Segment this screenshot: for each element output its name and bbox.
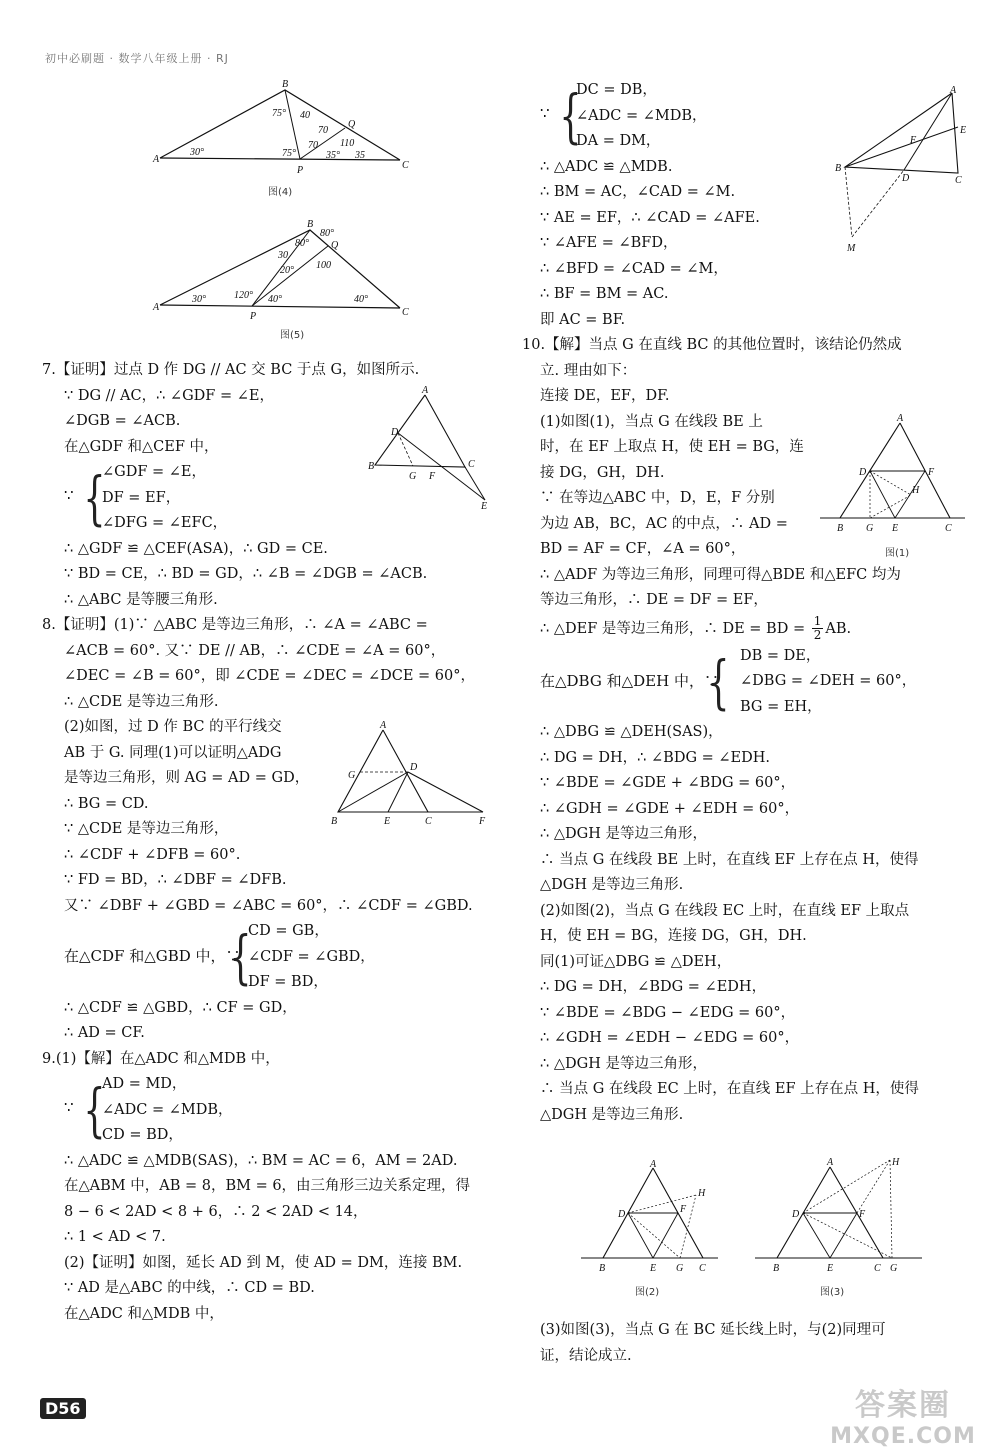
because-symbol: ∵ [64,486,74,504]
q8-brace-row: CD = GB， [248,923,329,939]
q8-line: ∵ FD = BD，∴ ∠DBF = ∠DFB. [64,872,287,888]
q10-line: ∴ △DGH 是等边三角形， [540,826,707,842]
q10-2-label-g: G [676,1263,684,1274]
q9-label-m: M [847,243,856,254]
figure-5 [150,218,410,323]
q8-line: ∴ BG = CD. [64,795,149,812]
because-symbol: 在△CDF 和△GBD 中，∵ [64,947,241,965]
q7-brace-row: DF = EF， [102,489,181,506]
q10-line: ∴ 当点 G 在线段 BE 上时，在直线 EF 上存在点 H，使得 [540,851,919,868]
q8-label-f: F [479,816,486,827]
q8-line: ∠DEC = ∠B = 60°，即 ∠CDE = ∠DEC = ∠DCE = 60°， [64,668,475,684]
q10-3-label-a: A [827,1157,834,1168]
q10-1-label-a: A [897,413,904,424]
q8-label-g: G [348,770,356,781]
q8-label-c: C [425,816,432,827]
q9c-line: ∴ ∠BFD = ∠CAD = ∠M， [540,260,728,277]
q10-2-label-d: D [618,1209,626,1220]
q10-2-label-e: E [650,1263,657,1274]
q9c-brace-row: DA = DM， [576,133,661,149]
q8-line: ∠ACB = 60°. 又∵ DE // AB，∴ ∠CDE = ∠A = 60°， [64,642,446,659]
fraction-numerator: 1 [813,614,822,628]
q8-line: ∴ ∠CDF + ∠DFB = 60°. [64,846,241,863]
q10-line: H，使 EH = BG，连接 DG，GH，DH. [540,928,807,944]
q10-line: ∴ 当点 G 在线段 EC 上时，在直线 EF 上存在点 H，使得 [540,1081,919,1097]
because-symbol: ∵ [64,1098,74,1116]
q8-line: 又∵ ∠DBF + ∠GBD = ∠ABC = 60°，∴ ∠CDF = ∠GBD. [64,897,473,914]
fig4-label-c: C [402,160,409,171]
fig5-label-c: C [402,307,409,318]
q9-cont-brace-system [540,78,970,155]
q10-3-label-b: B [773,1263,780,1274]
fig4-angle-70b: 70 [308,140,318,151]
brace-icon: { [229,923,252,991]
q8-label-a: A [380,720,387,731]
q7-brace-system [42,460,497,537]
q9-label-a: A [950,85,957,96]
q9-line: 8 − 6 < 2AD < 8 + 6，∴ 2 < 2AD < 14， [64,1203,368,1220]
q9c-line: ∴ BM = AC，∠CAD = ∠M. [540,184,736,200]
q10-line: ∴ DG = DH，∠BDG = ∠EDH， [540,979,767,995]
fig5-angle-20: 20° [280,265,294,276]
q10-2-label-b: B [599,1263,606,1274]
q10-line: 为边 AB，BC，AC 的中点，∴ AD = [540,515,788,532]
fig5-angle-120: 120° [234,290,253,301]
q7-brace-row: ∠DFG = ∠EFC， [102,515,228,531]
q10-1-label-h: H [912,485,920,496]
fig4-angle-35a: 35° [326,150,340,161]
q10-final [540,1318,970,1369]
q9-label-c: C [955,175,962,186]
page-number: D56 [40,1398,86,1419]
watermark-logo [828,1380,978,1449]
q10-fraction-line [540,614,970,644]
q10-1-label-e: E [892,523,899,534]
fig4-angle-75: 75° [272,108,286,119]
q7-line: ∵ BD = CE，∴ BD = GD，∴ ∠B = ∠DGB = ∠ACB. [64,566,428,582]
q8-line: ∴ △CDF ≌ △GBD，∴ CF = GD， [64,999,297,1016]
q10-line: (1)如图(1)，当点 G 在线段 BE 上 [540,413,763,430]
q9c-line: ∵ AE = EF，∴ ∠CAD = ∠AFE. [540,209,760,226]
q9-label-b: B [835,163,842,174]
q8-label-e: E [384,816,391,827]
q7-line: 在△GDF 和△CEF 中， [64,438,219,455]
brace-icon: { [83,464,106,532]
fig5-label-a: A [153,302,160,313]
fig4-angle-35b: 35 [355,150,365,161]
q10-line: △DGH 是等边三角形. [540,877,684,893]
fig4-angle-110: 110 [340,138,355,149]
q8-label-d: D [410,762,418,773]
fig5-label-p: P [250,311,257,322]
q10-brace-system [540,644,970,721]
fig4-angle-70a: 70 [318,125,328,136]
q9c-line: 即 AC = BF. [540,311,626,328]
q10-2-label-a: A [650,1160,657,1170]
fig10-2-caption: 图(2) [635,1287,660,1298]
because-symbol: ∵ [540,104,550,122]
q10-3-label-d: D [792,1209,800,1220]
watermark-line1: 答案圈 [855,1388,951,1423]
brace-icon: { [559,82,582,150]
q10-3-label-h: H [892,1157,900,1168]
q10-2-label-c: C [699,1263,706,1274]
q7-line: ∵ DG // AC，∴ ∠GDF = ∠E， [64,387,274,404]
q10-brace-row: BG = EH， [740,698,822,715]
q10-line: ∴ △DBG ≌ △DEH(SAS)， [540,724,723,740]
fig4-label-a: A [153,154,160,165]
q10-1-label-d: D [859,467,867,478]
q10-1-label-b: B [837,523,844,534]
q7-line: ∴ △ABC 是等腰三角形. [64,591,218,608]
q10-line: (2)如图(2)，当点 G 在线段 EC 上时，在直线 EF 上取点 [540,902,910,919]
q10-3-label-f: F [859,1209,866,1220]
q7-label-c: C [468,459,475,470]
q10-line: BD = AF = CF，∠A = 60°， [540,541,746,557]
right-column [522,78,970,1128]
q9-line: 在△ABM 中，AB = 8，BM = 6，由三角形三边关系定理，得 [64,1178,471,1194]
brace-icon: { [707,647,730,716]
q9-label-f: F [910,135,917,146]
q7-label-g: G [409,471,417,482]
q9-brace-row: AD = MD， [102,1076,187,1092]
q7-label-f: F [429,471,436,482]
q7-label-a: A [422,385,429,396]
q9c-line: ∵ ∠AFE = ∠BFD， [540,235,678,251]
q7-heading: 7.【证明】过点 D 作 DG // AC 交 BC 于点 G，如图所示. [42,362,420,378]
q9-label-d: D [902,173,910,184]
q10-line: 等边三角形，∴ DE = DF = EF， [540,592,768,608]
q8-brace-row: DF = BD， [248,974,328,990]
fig5-angle-80a: 80° [295,238,309,249]
brace-icon: { [83,1076,106,1144]
q7-label-e: E [481,501,488,510]
q9-heading: 9.(1)【解】在△ADC 和△MDB 中， [42,1050,280,1067]
q10-line: (3)如图(3)，当点 G 在 BC 延长线上时，与(2)同理可 [540,1322,886,1338]
fig5-angle-100: 100 [316,260,331,271]
q10-line: 同(1)可证△DBG ≌ △DEH， [540,953,732,970]
q9-brace-system [42,1072,497,1149]
q10-line: ∵ 在等边△ABC 中，D，E，F 分别 [540,490,775,506]
fig5-label-b: B [307,219,314,230]
fig5-angle-40b: 40° [354,294,368,305]
figure-4 [150,78,410,193]
q8-brace-system [42,919,497,996]
q9-brace-row: ∠ADC = ∠MDB， [102,1101,233,1118]
q10-line: ∴ DG = DH，∴ ∠BDG = ∠EDH. [540,749,771,766]
fig5-caption: 图(5) [280,330,305,341]
q10-brace-row: DB = DE， [740,647,821,664]
q10-3-label-c: C [874,1263,881,1274]
q10-line: 时，在 EF 上取点 H，使 EH = BG，连 [540,439,804,455]
q10-line: 连接 DE，EF，DF. [540,388,670,404]
fig4-angle-30: 30° [190,147,204,158]
q7-label-b: B [368,461,375,472]
q8-brace-row: ∠CDF = ∠GBD， [248,948,375,965]
fig4-label-p: P [297,165,304,176]
q9c-line: ∴ △ADC ≌ △MDB. [540,158,673,175]
because-symbol: 在△DBG 和△DEH 中，∵ [540,671,719,690]
fig4-caption: 图(4) [268,187,293,198]
q9-line: (2)【证明】如图，延长 AD 到 M，使 AD = DM，连接 BM. [64,1254,463,1271]
fraction-denominator: 2 [813,628,822,642]
q9c-brace-row: ∠ADC = ∠MDB， [576,107,707,124]
fig10-1-caption: 图(1) [885,548,910,559]
q10-1-label-f: F [928,467,935,478]
q10-brace-row: ∠DBG = ∠DEH = 60°， [740,673,917,689]
fig4-label-q: Q [348,119,356,130]
q10-line: 接 DG，GH，DH. [540,464,665,481]
figure-q10-3 [752,1155,927,1275]
q8-heading: 8.【证明】(1)∵ △ABC 是等边三角形，∴ ∠A = ∠ABC = [42,617,428,633]
q8-line: AB 于 G. 同理(1)可以证明△ADG [64,744,282,761]
q9c-line: ∴ BF = BM = AC. [540,286,669,302]
q10-line: △DGH 是等边三角形. [540,1106,684,1123]
fig5-angle-80b: 80° [320,228,334,239]
q10-1-label-c: C [945,523,952,534]
left-column [42,358,497,1327]
q10-2-label-h: H [698,1188,706,1199]
q10-3-label-e: E [827,1263,834,1274]
fig5-angle-40a: 40° [268,294,282,305]
q9-line: 在△ADC 和△MDB 中， [64,1305,224,1322]
fig5-label-q: Q [331,240,339,251]
q10-line: ∴ ∠GDH = ∠GDE + ∠EDH = 60°， [540,800,800,817]
fig4-angle-75b: 75° [282,148,296,159]
q8-line: (2)如图，过 D 作 BC 的平行线交 [64,719,282,735]
q7-line: ∠DGB = ∠ACB. [64,413,181,429]
q10-line: ∵ ∠BDE = ∠BDG − ∠EDG = 60°， [540,1004,796,1021]
fig5-angle-30: 30° [192,294,206,305]
q10-line: ∴ ∠GDH = ∠EDH − ∠EDG = 60°， [540,1030,800,1046]
figure-q10-2 [578,1160,723,1275]
fig4-label-b: B [282,79,289,90]
q10-line: 证，结论成立. [540,1347,632,1364]
fraction-one-half [812,615,824,642]
q10-line: ∴ △ADF 为等边三角形，同理可得△BDE 和△EFC 均为 [540,566,901,583]
q10-line: 立. 理由如下： [540,362,637,379]
q10-3-label-g: G [890,1263,898,1274]
q10-line: ∵ ∠BDE = ∠GDE + ∠BDG = 60°， [540,775,796,791]
q8-line: ∵ △CDE 是等边三角形， [64,821,229,837]
q9-line: ∴ 1 < AD < 7. [64,1229,166,1245]
q9-label-e: E [960,125,967,136]
fig10-3-caption: 图(3) [820,1287,845,1298]
fig4-angle-40: 40 [300,110,310,121]
q9c-brace-row: DC = DB， [576,82,657,98]
q10-fraction-tail: AB. [825,620,852,637]
q10-heading: 10.【解】当点 G 在直线 BC 的其他位置时，该结论仍然成 [522,337,902,353]
q9-brace-row: CD = BD， [102,1127,183,1143]
q8-label-b: B [331,816,338,827]
watermark-line2: MXQE.COM [830,1424,976,1449]
q7-label-d: D [391,427,399,438]
q9-line: ∵ AD 是△ABC 的中线，∴ CD = BD. [64,1280,315,1296]
q7-brace-row: ∠GDF = ∠E， [102,464,207,480]
q10-1-label-g: G [866,523,874,534]
q8-line: ∴ AD = CF. [64,1025,145,1041]
page-header: 初中必刷题 · 数学八年级上册 · RJ [45,52,229,65]
q10-line: ∴ △DGH 是等边三角形， [540,1055,707,1072]
q10-2-label-f: F [680,1204,687,1215]
q10-fraction-text: ∴ △DEF 是等边三角形，∴ DE = BD = [540,620,810,637]
q9-line: ∴ △ADC ≌ △MDB(SAS)，∴ BM = AC = 6，AM = 2AD. [64,1152,458,1169]
q8-line: 是等边三角形，则 AG = AD = GD， [64,770,310,786]
q7-line: ∴ △GDF ≌ △CEF(ASA)，∴ GD = CE. [64,540,328,557]
fig5-angle-30b: 30 [278,250,288,261]
q8-line: ∴ △CDE 是等边三角形. [64,693,219,710]
